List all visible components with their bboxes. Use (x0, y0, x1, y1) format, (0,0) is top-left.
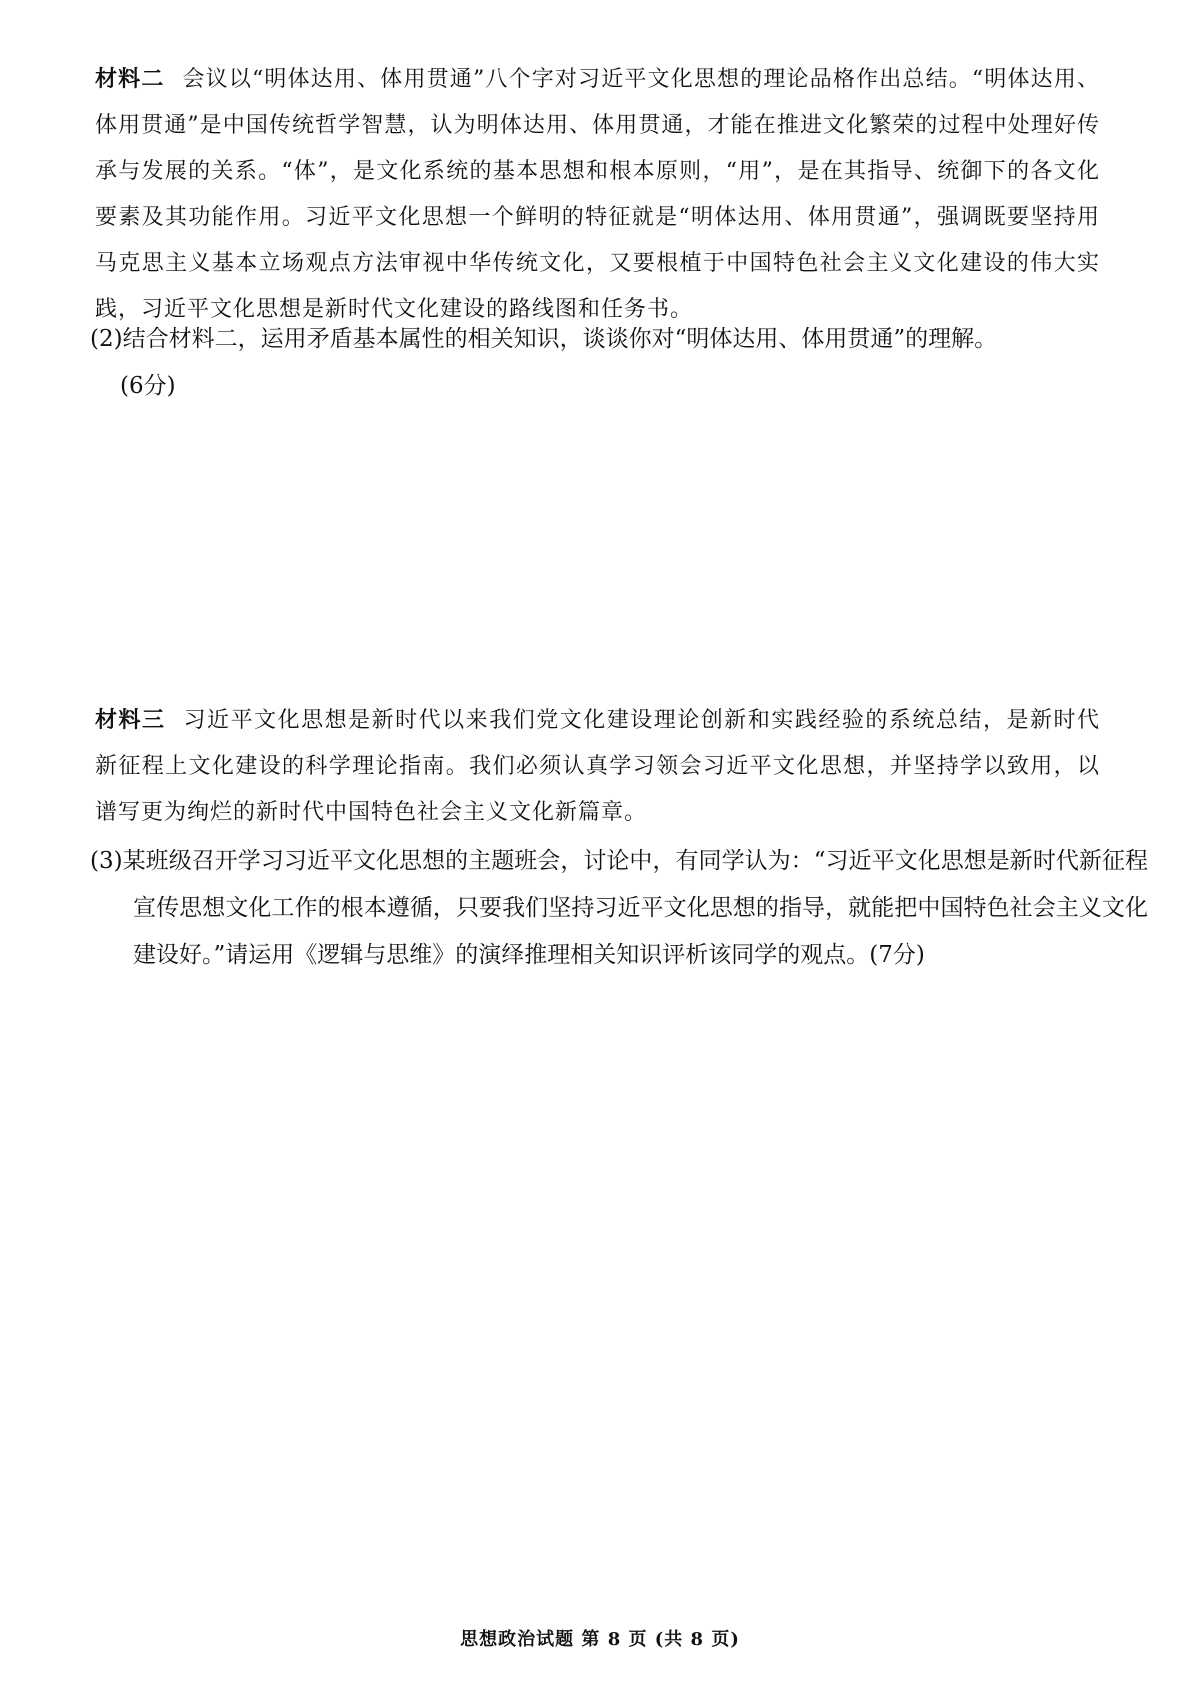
question-two (90, 316, 1105, 410)
material-two-label: 材料二 (95, 66, 165, 92)
question-two-text: (2)结合材料二，运用矛盾基本属性的相关知识，谈谈你对“明体达用、体用贯通”的理解。 (90, 326, 998, 352)
material-two-text: 会议以“明体达用、体用贯通”八个字对习近平文化思想的理论品格作出总结。“明体达用、体用贯通”是中国传统哲学智慧，认为明体达用、体用贯通，才能在推进文化繁荣的过程中处理好传承与发展的关系。“体”，是文化系统的基本思想和根本原则，“用”，是在其指导、统御下的各文化要素及其功能作用。习近平文化思想一个鲜明的特征就是“明体达用、体用贯通”，强调既要坚持用马克思主义基本立场观点方法审视中华传统文化，又要根植于中国特色社会主义文化建设的伟大实践，习近平文化思想是新时代文化建设的路线图和任务书。 (95, 67, 1100, 322)
question-two-score: (6分) (120, 373, 176, 399)
material-three (95, 697, 1100, 836)
question-three (90, 838, 1148, 979)
page-footer: 思想政治试题 第 8 页 (共 8 页) (460, 1629, 740, 1650)
material-two (95, 56, 1100, 333)
material-three-label: 材料三 (95, 707, 166, 733)
material-three-text: 习近平文化思想是新时代以来我们党文化建设理论创新和实践经验的系统总结，是新时代新征程上文化建设的科学理论指南。我们必须认真学习领会习近平文化思想，并坚持学以致用，以谱写更为绚烂的新时代中国特色社会主义文化新篇章。 (95, 708, 1100, 825)
question-three-text: (3)某班级召开学习习近平文化思想的主题班会，讨论中，有同学认为：“习近平文化思想是新时代新征程宣传思想文化工作的根本遵循，只要我们坚持习近平文化思想的指导，就能把中国特色社会主义文化建设好。”请运用《逻辑与思维》的演绎推理相关知识评析该同学的观点。(7分) (90, 848, 1148, 968)
